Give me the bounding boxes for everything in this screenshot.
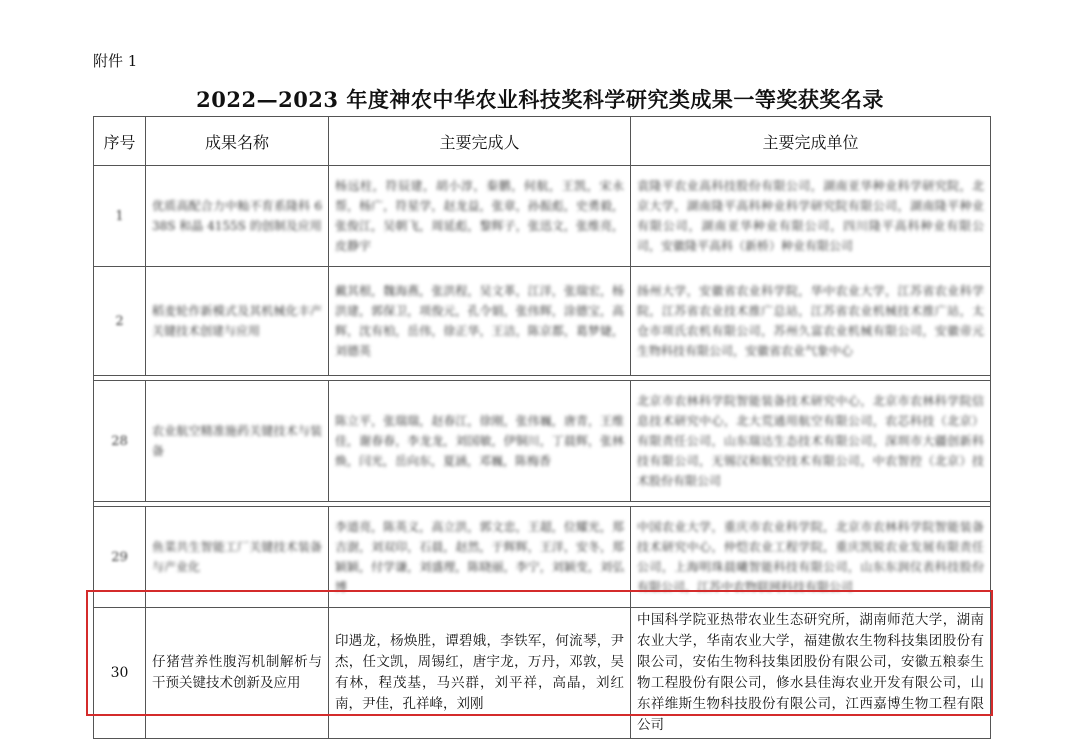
project-name: 仔猪营养性腹泻机制解析与干预关键技术创新及应用: [146, 608, 329, 739]
row-number: 1: [115, 208, 124, 224]
project-name: 农业航空精准施药关键技术与装备: [152, 424, 322, 458]
header-people: 主要完成人: [329, 117, 631, 166]
main-contributors: 戴其根，魏海燕，张洪程，吴文革，江洋，张瑞宏，杨洪建，郭保卫，项俊元，孔令娟，张伟辉，涂德宝，高辉，沈有柏，岳伟，徐正华，王洁，陈京都，葛梦婕，刘德英: [335, 284, 624, 358]
main-contributors: 陈立平，张瑞瑞，赵春江，徐刚，张伟巍，唐青，王维佳，谢春春，李龙龙，刘国敏，伊铜川，丁晨辉，张林焕，闫光，岳向东，夏涵，邓巍，陈梅香: [335, 414, 624, 468]
header-name: 成果名称: [146, 117, 329, 166]
table-row-highlighted: [94, 608, 991, 739]
row-number: 2: [115, 313, 124, 329]
main-contributors: 杨远柱，符辰建，胡小淳，秦鹏，何航，王凯，宋永帮，杨广，符星学，赵龙益，张章，孙振彪，史勇毅，张俊江，吴朝飞，周延彪，黎辉子，张迅文，张维亮，皮静宇: [335, 179, 624, 253]
table-row: [94, 507, 991, 608]
main-contributors: 印遇龙，杨焕胜，谭碧娥，李铁军，何流琴，尹杰，任文凯，周锡红，唐宇龙，万丹，邓敦，吴有林，程茂基，马兴群，刘平祥，高晶，刘红南，尹佳，孔祥峰，刘刚: [329, 608, 631, 739]
main-units: 袁隆平农业高科技股份有限公司，湖南亚华种业科学研究院，北京大学，湖南隆平高科种业科学研究院有限公司，湖南隆平种业有限公司，湖南亚华种业有限公司，四川隆平高科种业有限公司，安徽隆平高科（新桥）种业有限公司: [637, 179, 984, 253]
main-units: 中国科学院亚热带农业生态研究所，湖南师范大学，湖南农业大学，华南农业大学，福建傲农生物科技集团股份有限公司，安佑生物科技集团股份有限公司，安徽五粮泰生物工程股份有限公司，修水县佳海农业开发有限公司，山东祥维斯生物科技股份有限公司，江西嘉博生物工程有限公司: [631, 608, 991, 739]
row-number: 28: [111, 433, 128, 449]
row-number: 29: [111, 549, 128, 565]
table-row: [94, 267, 991, 376]
project-name: 优质高配合力中籼不育系隆科 638S 和晶 4155S 的创制及应用: [152, 199, 322, 233]
attachment-label: 附件 1: [93, 52, 138, 70]
table-row: [94, 381, 991, 502]
main-units: 中国农业大学，重庆市农业科学院，北京市农林科学院智能装备技术研究中心，仲恺农业工程学院，重庆凯锐农业发展有限责任公司，上海明珠晨曦智能科技有限公司，山东东润仪表科技股份有限公司，江苏中农物联网科技有限公司: [637, 520, 984, 594]
main-contributors: 李道亮，陈英义，高立洪，郭文忠，王超，位耀光，郑吉澍，刘双印，石晨，赵然，于辉辉，王洋，安冬，郑颖颖，付学谦，刘盛理，陈晓丽，李宁，刘颖变，刘弘博: [335, 520, 624, 594]
row-number: 30: [94, 608, 146, 739]
document-title: 2022—2023 年度神农中华农业科技奖科学研究类成果一等奖获奖名录: [196, 87, 884, 112]
project-name: 鱼菜共生智能工厂关键技术装备与产业化: [152, 540, 322, 574]
table-header-row: [94, 117, 991, 166]
table-row: [94, 166, 991, 267]
main-units: 扬州大学，安徽省农业科学院，华中农业大学，江苏省农业科学院，江苏省农业技术推广总站，江苏省农业机械技术推广站，太仓市项氏农机有限公司，苏州久富农业机械有限公司，安徽帝元生物科技有限公司，安徽省农业气象中心: [637, 284, 984, 358]
main-units: 北京市农林科学院智能装备技术研究中心，北京市农林科学院信息技术研究中心，北大荒通用航空有限公司，农芯科技（北京）有限责任公司，山东瑞达生态技术有限公司，深圳市大疆创新科技有限公司，无锡汉和航空技术有限公司，中农智控（北京）技术股份有限公司: [637, 394, 984, 488]
header-no: 序号: [94, 117, 146, 166]
project-name: 稻麦轮作新模式及其机械化丰产关键技术创建与应用: [152, 304, 322, 338]
header-units: 主要完成单位: [631, 117, 991, 166]
awards-table: [93, 116, 991, 739]
